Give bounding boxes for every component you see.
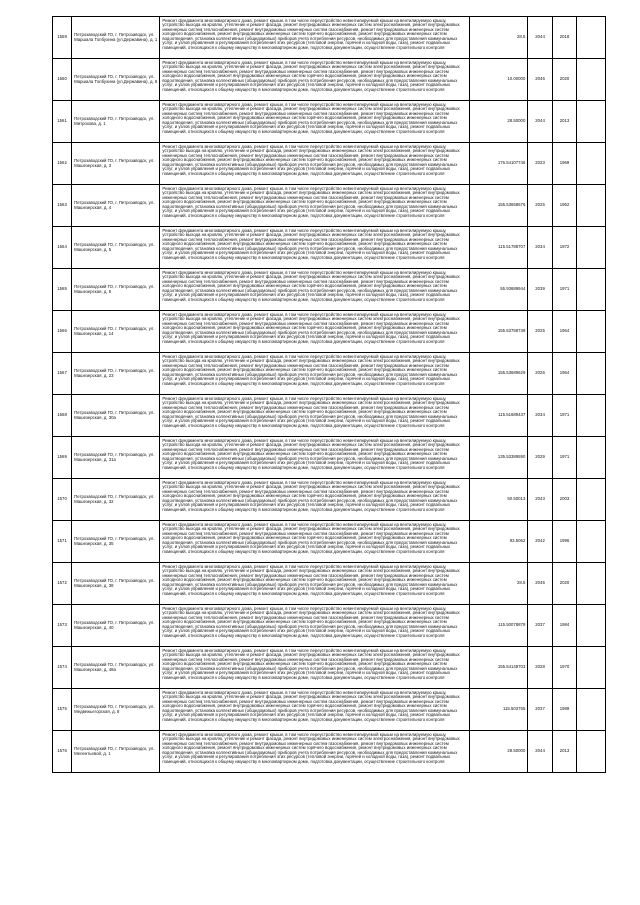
row-cost: 115.51689437 [469, 395, 527, 437]
table-row [53, 563, 606, 605]
row-empty-cell [577, 479, 606, 521]
row-year-start: 2037 [528, 605, 552, 647]
row-year-start: 2023 [528, 143, 552, 185]
row-cost: 155.53689629 [469, 353, 527, 395]
row-year-start: 2025 [528, 311, 552, 353]
row-number: 1560 [53, 59, 72, 101]
row-year-end: 1989 [552, 689, 576, 731]
row-empty-cell [577, 647, 606, 689]
row-cost: 28.50000 [469, 101, 527, 143]
capital-repair-register-table [52, 16, 606, 773]
row-year-start: 2046 [528, 59, 552, 101]
row-year-end: 1962 [552, 185, 576, 227]
row-works [160, 521, 469, 563]
row-works [160, 479, 469, 521]
table-row [53, 17, 606, 59]
register-body [53, 17, 606, 773]
row-year-start: 2034 [528, 395, 552, 437]
row-address: Петрозаводский ГО, г. Петрозаводск, ул. Машезерская, д. 30а [72, 395, 160, 437]
row-year-start: 2039 [528, 269, 552, 311]
row-works [160, 563, 469, 605]
row-address: Петрозаводский ГО, г. Петрозаводск, ул. Машезерская, д. 38 [72, 563, 160, 605]
row-address: Петрозаводский ГО, г. Петрозаводск, ул. Машезерская, д. 14 [72, 311, 160, 353]
row-works-text: Ремонт фундамента многоквартирного дома, ремонт крыши, в том числе переустройство невентилируемой крыши на вентилируемую крышу, устройство выхода на кровлю, утепление и ремонт фасада, ремонт внутридомовых инженерных систем электроснабжения, ремонт внутридомовых инженерных систем теплоснабжения, ремонт внутридомовых инженерных систем газоснабжения, ремонт внутридомовых инженерных систем холодного водоснабжения, ремонт внутридомовых инженерных систем горячего водоснабжения, ремонт внутридомовых инженерных систем водоотведения, установка коллективных (общедомовых) приборов учета потребления ресурсов, необходимых для предоставления коммунальных услуг, и узлов управления и регулирования потребления этих ресурсов (тепловой энергии, горячей и холодной воды, газа), ремонт подвальных помещений, относящихся к общему имуществу в многоквартирном доме, подготовка документации, осуществление строительного контроля [162, 647, 460, 681]
table-row [53, 605, 606, 647]
row-works-text: Ремонт фундамента многоквартирного дома, ремонт крыши, в том числе переустройство невентилируемой крыши на вентилируемую крышу, устройство выхода на кровлю, утепление и ремонт фасада, ремонт внутридомовых инженерных систем электроснабжения, ремонт внутридомовых инженерных систем теплоснабжения, ремонт внутридомовых инженерных систем газоснабжения, ремонт внутридомовых инженерных систем холодного водоснабжения, ремонт внутридомовых инженерных систем горячего водоснабжения, ремонт внутридомовых инженерных систем водоотведения, установка коллективных (общедомовых) приборов учета потребления ресурсов, необходимых для предоставления коммунальных услуг, и узлов управления и регулирования потребления этих ресурсов (тепловой энергии, горячей и холодной воды, газа), ремонт подвальных помещений, относящихся к общему имуществу в многоквартирном доме, подготовка документации, осуществление строительного контроля [162, 143, 460, 177]
row-address: Петрозаводский ГО, г. Петрозаводск, ул. Машезерская, д. 40 [72, 605, 160, 647]
row-number: 1575 [53, 689, 72, 731]
row-address: Петрозаводский ГО, г. Петрозаводск, ул. Митрохова, д. 1 [72, 101, 160, 143]
row-year-end: 2018 [552, 17, 576, 59]
row-year-end: 2020 [552, 59, 576, 101]
row-works [160, 269, 469, 311]
row-works-text: Ремонт фундамента многоквартирного дома, ремонт крыши, в том числе переустройство невентилируемой крыши на вентилируемую крышу, устройство выхода на кровлю, утепление и ремонт фасада, ремонт внутридомовых инженерных систем электроснабжения, ремонт внутридомовых инженерных систем теплоснабжения, ремонт внутридомовых инженерных систем газоснабжения, ремонт внутридомовых инженерных систем холодного водоснабжения, ремонт внутридомовых инженерных систем горячего водоснабжения, ремонт внутридомовых инженерных систем водоотведения, установка коллективных (общедомовых) приборов учета потребления ресурсов, необходимых для предоставления коммунальных услуг, и узлов управления и регулирования потребления этих ресурсов (тепловой энергии, горячей и холодной воды, газа), ремонт подвальных помещений, относящихся к общему имуществу в многоквартирном доме, подготовка документации, осуществление строительного контроля [162, 101, 460, 135]
row-works-text: Ремонт фундамента многоквартирного дома, ремонт крыши, в том числе переустройство невентилируемой крыши на вентилируемую крышу, устройство выхода на кровлю, утепление и ремонт фасада, ремонт внутридомовых инженерных систем электроснабжения, ремонт внутридомовых инженерных систем теплоснабжения, ремонт внутридомовых инженерных систем газоснабжения, ремонт внутридомовых инженерных систем холодного водоснабжения, ремонт внутридомовых инженерных систем горячего водоснабжения, ремонт внутридомовых инженерных систем водоотведения, установка коллективных (общедомовых) приборов учета потребления ресурсов, необходимых для предоставления коммунальных услуг, и узлов управления и регулирования потребления этих ресурсов (тепловой энергии, горячей и холодной воды, газа), ремонт подвальных помещений, относящихся к общему имуществу в многоквартирном доме, подготовка документации, осуществление строительного контроля [162, 185, 460, 219]
row-address: Петрозаводский ГО, г. Петрозаводск, ул. Машезерская, д. 35 [72, 521, 160, 563]
table-row [53, 353, 606, 395]
row-empty-cell [577, 689, 606, 731]
row-year-end: 1971 [552, 269, 576, 311]
row-cost: 55.93689944 [469, 269, 527, 311]
table-row [53, 101, 606, 143]
row-address: Петрозаводский ГО, г. Петрозаводск, ул. Машезерская, д. 48а [72, 647, 160, 689]
row-address: Петрозаводский ГО, г. Петрозаводск, ул. Медвежьегорская, д. 8 [72, 689, 160, 731]
row-year-start: 2042 [528, 521, 552, 563]
row-empty-cell [577, 101, 606, 143]
row-cost: 28.5 [469, 563, 527, 605]
row-year-start: 2037 [528, 689, 552, 731]
row-works-text: Ремонт фундамента многоквартирного дома, ремонт крыши, в том числе переустройство невентилируемой крыши на вентилируемую крышу, устройство выхода на кровлю, утепление и ремонт фасада, ремонт внутридомовых инженерных систем электроснабжения, ремонт внутридомовых инженерных систем теплоснабжения, ремонт внутридомовых инженерных систем газоснабжения, ремонт внутридомовых инженерных систем холодного водоснабжения, ремонт внутридомовых инженерных систем горячего водоснабжения, ремонт внутридомовых инженерных систем водоотведения, установка коллективных (общедомовых) приборов учета потребления ресурсов, необходимых для предоставления коммунальных услуг, и узлов управления и регулирования потребления этих ресурсов (тепловой энергии, горячей и холодной воды, газа), ремонт подвальных помещений, относящихся к общему имуществу в многоквартирном доме, подготовка документации, осуществление строительного контроля [162, 605, 460, 639]
row-year-end: 1964 [552, 353, 576, 395]
row-cost: 28.5 [469, 17, 527, 59]
row-empty-cell [577, 143, 606, 185]
row-works [160, 143, 469, 185]
row-empty-cell [577, 311, 606, 353]
row-works [160, 689, 469, 731]
row-address: Петрозаводский ГО, г. Петрозаводск, ул. Мелентьевой, д. 1 [72, 731, 160, 773]
row-year-end: 2020 [552, 563, 576, 605]
row-number: 1570 [53, 479, 72, 521]
table-row [53, 59, 606, 101]
row-year-end: 2003 [552, 479, 576, 521]
row-works-text: Ремонт фундамента многоквартирного дома, ремонт крыши, в том числе переустройство невентилируемой крыши на вентилируемую крышу, устройство выхода на кровлю, утепление и ремонт фасада, ремонт внутридомовых инженерных систем электроснабжения, ремонт внутридомовых инженерных систем теплоснабжения, ремонт внутридомовых инженерных систем газоснабжения, ремонт внутридомовых инженерных систем холодного водоснабжения, ремонт внутридомовых инженерных систем горячего водоснабжения, ремонт внутридомовых инженерных систем водоотведения, установка коллективных (общедомовых) приборов учета потребления ресурсов, необходимых для предоставления коммунальных услуг, и узлов управления и регулирования потребления этих ресурсов (тепловой энергии, горячей и холодной воды, газа), ремонт подвальных помещений, относящихся к общему имуществу в многоквартирном доме, подготовка документации, осуществление строительного контроля [162, 563, 460, 597]
row-year-end: 1972 [552, 227, 576, 269]
row-year-end: 1970 [552, 647, 576, 689]
row-number: 1562 [53, 143, 72, 185]
row-year-start: 2044 [528, 17, 552, 59]
row-works [160, 731, 469, 773]
row-year-end: 1964 [552, 311, 576, 353]
row-works-text: Ремонт фундамента многоквартирного дома, ремонт крыши, в том числе переустройство невентилируемой крыши на вентилируемую крышу, устройство выхода на кровлю, утепление и ремонт фасада, ремонт внутридомовых инженерных систем электроснабжения, ремонт внутридомовых инженерных систем теплоснабжения, ремонт внутридомовых инженерных систем газоснабжения, ремонт внутридомовых инженерных систем холодного водоснабжения, ремонт внутридомовых инженерных систем горячего водоснабжения, ремонт внутридомовых инженерных систем водоотведения, установка коллективных (общедомовых) приборов учета потребления ресурсов, необходимых для предоставления коммунальных услуг, и узлов управления и регулирования потребления этих ресурсов (тепловой энергии, горячей и холодной воды, газа), ремонт подвальных помещений, относящихся к общему имуществу в многоквартирном доме, подготовка документации, осуществление строительного контроля [162, 689, 460, 723]
row-works-text: Ремонт фундамента многоквартирного дома, ремонт крыши, в том числе переустройство невентилируемой крыши на вентилируемую крышу, устройство выхода на кровлю, утепление и ремонт фасада, ремонт внутридомовых инженерных систем электроснабжения, ремонт внутридомовых инженерных систем теплоснабжения, ремонт внутридомовых инженерных систем газоснабжения, ремонт внутридомовых инженерных систем холодного водоснабжения, ремонт внутридомовых инженерных систем горячего водоснабжения, ремонт внутридомовых инженерных систем водоотведения, установка коллективных (общедомовых) приборов учета потребления ресурсов, необходимых для предоставления коммунальных услуг, и узлов управления и регулирования потребления этих ресурсов (тепловой энергии, горячей и холодной воды, газа), ремонт подвальных помещений, относящихся к общему имуществу в многоквартирном доме, подготовка документации, осуществление строительного контроля [162, 227, 460, 261]
row-number: 1566 [53, 311, 72, 353]
row-year-end: 2013 [552, 101, 576, 143]
table-row [53, 437, 606, 479]
row-works-text: Ремонт фундамента многоквартирного дома, ремонт крыши, в том числе переустройство невентилируемой крыши на вентилируемую крышу, устройство выхода на кровлю, утепление и ремонт фасада, ремонт внутридомовых инженерных систем электроснабжения, ремонт внутридомовых инженерных систем теплоснабжения, ремонт внутридомовых инженерных систем газоснабжения, ремонт внутридомовых инженерных систем холодного водоснабжения, ремонт внутридомовых инженерных систем горячего водоснабжения, ремонт внутридомовых инженерных систем водоотведения, установка коллективных (общедомовых) приборов учета потребления ресурсов, необходимых для предоставления коммунальных услуг, и узлов управления и регулирования потребления этих ресурсов (тепловой энергии, горячей и холодной воды, газа), ремонт подвальных помещений, относящихся к общему имуществу в многоквартирном доме, подготовка документации, осуществление строительного контроля [162, 269, 460, 303]
row-address: Петрозаводский ГО, г. Петрозаводск, ул. Машезерская, д. 6 [72, 269, 160, 311]
row-number: 1574 [53, 647, 72, 689]
row-cost: 50.50013 [469, 479, 527, 521]
row-year-start: 2025 [528, 185, 552, 227]
row-address: Петрозаводский ГО, г. Петрозаводск, ул. Маршала Толбухина (ул.Державина), д. 6 [72, 59, 160, 101]
row-year-end: 2013 [552, 731, 576, 773]
row-empty-cell [577, 395, 606, 437]
row-number: 1573 [53, 605, 72, 647]
row-cost: 176.54107746 [469, 143, 527, 185]
row-empty-cell [577, 731, 606, 773]
row-number: 1576 [53, 731, 72, 773]
row-address: Петрозаводский ГО, г. Петрозаводск, ул. Маршала Толбухина (ул.Державина), д. 1 [72, 17, 160, 59]
row-empty-cell [577, 17, 606, 59]
row-cost: 155.54149703 [469, 647, 527, 689]
table-row [53, 647, 606, 689]
row-cost: 93.5062 [469, 521, 527, 563]
row-year-start: 2034 [528, 227, 552, 269]
row-address: Петрозаводский ГО, г. Петрозаводск, ул. Машезерская, д. 23 [72, 353, 160, 395]
row-cost: 155.53758738 [469, 311, 527, 353]
row-number: 1569 [53, 437, 72, 479]
row-empty-cell [577, 59, 606, 101]
row-works [160, 101, 469, 143]
row-empty-cell [577, 521, 606, 563]
row-number: 1563 [53, 185, 72, 227]
row-number: 1564 [53, 227, 72, 269]
row-year-start: 2026 [528, 353, 552, 395]
row-address: Петрозаводский ГО, г. Петрозаводск, ул. Машезерская, д. 31а [72, 437, 160, 479]
row-year-start: 2028 [528, 647, 552, 689]
table-row [53, 311, 606, 353]
row-number: 1565 [53, 269, 72, 311]
table-row [53, 185, 606, 227]
row-year-start: 2043 [528, 479, 552, 521]
row-cost: 115.50078879 [469, 605, 527, 647]
row-number: 1567 [53, 353, 72, 395]
row-year-start: 2044 [528, 101, 552, 143]
row-year-end: 1971 [552, 437, 576, 479]
row-year-end: 1969 [552, 143, 576, 185]
row-works [160, 647, 469, 689]
row-year-end: 1971 [552, 395, 576, 437]
row-works [160, 185, 469, 227]
table-row [53, 479, 606, 521]
row-number: 1571 [53, 521, 72, 563]
row-year-end: 1984 [552, 605, 576, 647]
table-row [53, 731, 606, 773]
row-empty-cell [577, 563, 606, 605]
row-address: Петрозаводский ГО, г. Петрозаводск, ул. Машезерская, д. 3 [72, 143, 160, 185]
row-cost: 115.51788707 [469, 227, 527, 269]
row-works-text: Ремонт фундамента многоквартирного дома, ремонт крыши, в том числе переустройство невентилируемой крыши на вентилируемую крышу, устройство выхода на кровлю, утепление и ремонт фасада, ремонт внутридомовых инженерных систем электроснабжения, ремонт внутридомовых инженерных систем теплоснабжения, ремонт внутридомовых инженерных систем газоснабжения, ремонт внутридомовых инженерных систем холодного водоснабжения, ремонт внутридомовых инженерных систем горячего водоснабжения, ремонт внутридомовых инженерных систем водоотведения, установка коллективных (общедомовых) приборов учета потребления ресурсов, необходимых для предоставления коммунальных услуг, и узлов управления и регулирования потребления этих ресурсов (тепловой энергии, горячей и холодной воды, газа), ремонт подвальных помещений, относящихся к общему имуществу в многоквартирном доме, подготовка документации, осуществление строительного контроля [162, 59, 460, 93]
row-cost: 28.50000 [469, 731, 527, 773]
row-works [160, 311, 469, 353]
row-works-text: Ремонт фундамента многоквартирного дома, ремонт крыши, в том числе переустройство невентилируемой крыши на вентилируемую крышу, устройство выхода на кровлю, утепление и ремонт фасада, ремонт внутридомовых инженерных систем электроснабжения, ремонт внутридомовых инженерных систем теплоснабжения, ремонт внутридомовых инженерных систем газоснабжения, ремонт внутридомовых инженерных систем холодного водоснабжения, ремонт внутридомовых инженерных систем горячего водоснабжения, ремонт внутридомовых инженерных систем водоотведения, установка коллективных (общедомовых) приборов учета потребления ресурсов, необходимых для предоставления коммунальных услуг, и узлов управления и регулирования потребления этих ресурсов (тепловой энергии, горячей и холодной воды, газа), ремонт подвальных помещений, относящихся к общему имуществу в многоквартирном доме, подготовка документации, осуществление строительного контроля [162, 521, 460, 555]
row-number: 1568 [53, 395, 72, 437]
row-year-start: 2029 [528, 437, 552, 479]
row-empty-cell [577, 353, 606, 395]
row-works [160, 395, 469, 437]
row-cost: 135.53389590 [469, 437, 527, 479]
row-works [160, 605, 469, 647]
row-works-text: Ремонт фундамента многоквартирного дома, ремонт крыши, в том числе переустройство невентилируемой крыши на вентилируемую крышу, устройство выхода на кровлю, утепление и ремонт фасада, ремонт внутридомовых инженерных систем электроснабжения, ремонт внутридомовых инженерных систем теплоснабжения, ремонт внутридомовых инженерных систем газоснабжения, ремонт внутридомовых инженерных систем холодного водоснабжения, ремонт внутридомовых инженерных систем горячего водоснабжения, ремонт внутридомовых инженерных систем водоотведения, установка коллективных (общедомовых) приборов учета потребления ресурсов, необходимых для предоставления коммунальных услуг, и узлов управления и регулирования потребления этих ресурсов (тепловой энергии, горячей и холодной воды, газа), ремонт подвальных помещений, относящихся к общему имуществу в многоквартирном доме, подготовка документации, осуществление строительного контроля [162, 353, 460, 387]
row-works [160, 227, 469, 269]
row-works [160, 437, 469, 479]
row-address: Петрозаводский ГО, г. Петрозаводск, ул. Машезерская, д. 32 [72, 479, 160, 521]
row-works-text: Ремонт фундамента многоквартирного дома, ремонт крыши, в том числе переустройство невентилируемой крыши на вентилируемую крышу, устройство выхода на кровлю, утепление и ремонт фасада, ремонт внутридомовых инженерных систем электроснабжения, ремонт внутридомовых инженерных систем теплоснабжения, ремонт внутридомовых инженерных систем газоснабжения, ремонт внутридомовых инженерных систем холодного водоснабжения, ремонт внутридомовых инженерных систем горячего водоснабжения, ремонт внутридомовых инженерных систем водоотведения, установка коллективных (общедомовых) приборов учета потребления ресурсов, необходимых для предоставления коммунальных услуг, и узлов управления и регулирования потребления этих ресурсов (тепловой энергии, горячей и холодной воды, газа), ремонт подвальных помещений, относящихся к общему имуществу в многоквартирном доме, подготовка документации, осуществление строительного контроля [162, 395, 460, 429]
row-year-end: 1996 [552, 521, 576, 563]
row-empty-cell [577, 605, 606, 647]
row-cost: 10.00000 [469, 59, 527, 101]
row-works-text: Ремонт фундамента многоквартирного дома, ремонт крыши, в том числе переустройство невентилируемой крыши на вентилируемую крышу, устройство выхода на кровлю, утепление и ремонт фасада, ремонт внутридомовых инженерных систем электроснабжения, ремонт внутридомовых инженерных систем теплоснабжения, ремонт внутридомовых инженерных систем газоснабжения, ремонт внутридомовых инженерных систем холодного водоснабжения, ремонт внутридомовых инженерных систем горячего водоснабжения, ремонт внутридомовых инженерных систем водоотведения, установка коллективных (общедомовых) приборов учета потребления ресурсов, необходимых для предоставления коммунальных услуг, и узлов управления и регулирования потребления этих ресурсов (тепловой энергии, горячей и холодной воды, газа), ремонт подвальных помещений, относящихся к общему имуществу в многоквартирном доме, подготовка документации, осуществление строительного контроля [162, 437, 460, 471]
table-row [53, 689, 606, 731]
row-cost: 155.53658676 [469, 185, 527, 227]
table-row [53, 143, 606, 185]
row-address: Петрозаводский ГО, г. Петрозаводск, ул. Машезерская, д. 4 [72, 185, 160, 227]
row-number: 1572 [53, 563, 72, 605]
row-works-text: Ремонт фундамента многоквартирного дома, ремонт крыши, в том числе переустройство невентилируемой крыши на вентилируемую крышу, устройство выхода на кровлю, утепление и ремонт фасада, ремонт внутридомовых инженерных систем электроснабжения, ремонт внутридомовых инженерных систем теплоснабжения, ремонт внутридомовых инженерных систем газоснабжения, ремонт внутридомовых инженерных систем холодного водоснабжения, ремонт внутридомовых инженерных систем горячего водоснабжения, ремонт внутридомовых инженерных систем водоотведения, установка коллективных (общедомовых) приборов учета потребления ресурсов, необходимых для предоставления коммунальных услуг, и узлов управления и регулирования потребления этих ресурсов (тепловой энергии, горячей и холодной воды, газа), ремонт подвальных помещений, относящихся к общему имуществу в многоквартирном доме, подготовка документации, осуществление строительного контроля [162, 17, 460, 51]
table-row [53, 227, 606, 269]
row-number: 1561 [53, 101, 72, 143]
row-year-start: 2045 [528, 563, 552, 605]
row-empty-cell [577, 185, 606, 227]
row-year-start: 2044 [528, 731, 552, 773]
row-empty-cell [577, 227, 606, 269]
row-empty-cell [577, 269, 606, 311]
row-works [160, 353, 469, 395]
row-works-text: Ремонт фундамента многоквартирного дома, ремонт крыши, в том числе переустройство невентилируемой крыши на вентилируемую крышу, устройство выхода на кровлю, утепление и ремонт фасада, ремонт внутридомовых инженерных систем электроснабжения, ремонт внутридомовых инженерных систем теплоснабжения, ремонт внутридомовых инженерных систем газоснабжения, ремонт внутридомовых инженерных систем холодного водоснабжения, ремонт внутридомовых инженерных систем горячего водоснабжения, ремонт внутридомовых инженерных систем водоотведения, установка коллективных (общедомовых) приборов учета потребления ресурсов, необходимых для предоставления коммунальных услуг, и узлов управления и регулирования потребления этих ресурсов (тепловой энергии, горячей и холодной воды, газа), ремонт подвальных помещений, относящихся к общему имуществу в многоквартирном доме, подготовка документации, осуществление строительного контроля [162, 731, 460, 765]
row-works [160, 17, 469, 59]
row-address: Петрозаводский ГО, г. Петрозаводск, ул. Машезерская, д. 5 [72, 227, 160, 269]
table-row [53, 395, 606, 437]
row-cost: 115.503755 [469, 689, 527, 731]
row-number: 1559 [53, 17, 72, 59]
table-row [53, 269, 606, 311]
row-works [160, 59, 469, 101]
table-row [53, 521, 606, 563]
row-empty-cell [577, 437, 606, 479]
row-works-text: Ремонт фундамента многоквартирного дома, ремонт крыши, в том числе переустройство невентилируемой крыши на вентилируемую крышу, устройство выхода на кровлю, утепление и ремонт фасада, ремонт внутридомовых инженерных систем электроснабжения, ремонт внутридомовых инженерных систем теплоснабжения, ремонт внутридомовых инженерных систем газоснабжения, ремонт внутридомовых инженерных систем холодного водоснабжения, ремонт внутридомовых инженерных систем горячего водоснабжения, ремонт внутридомовых инженерных систем водоотведения, установка коллективных (общедомовых) приборов учета потребления ресурсов, необходимых для предоставления коммунальных услуг, и узлов управления и регулирования потребления этих ресурсов (тепловой энергии, горячей и холодной воды, газа), ремонт подвальных помещений, относящихся к общему имуществу в многоквартирном доме, подготовка документации, осуществление строительного контроля [162, 311, 460, 345]
row-works-text: Ремонт фундамента многоквартирного дома, ремонт крыши, в том числе переустройство невентилируемой крыши на вентилируемую крышу, устройство выхода на кровлю, утепление и ремонт фасада, ремонт внутридомовых инженерных систем электроснабжения, ремонт внутридомовых инженерных систем теплоснабжения, ремонт внутридомовых инженерных систем газоснабжения, ремонт внутридомовых инженерных систем холодного водоснабжения, ремонт внутридомовых инженерных систем горячего водоснабжения, ремонт внутридомовых инженерных систем водоотведения, установка коллективных (общедомовых) приборов учета потребления ресурсов, необходимых для предоставления коммунальных услуг, и узлов управления и регулирования потребления этих ресурсов (тепловой энергии, горячей и холодной воды, газа), ремонт подвальных помещений, относящихся к общему имуществу в многоквартирном доме, подготовка документации, осуществление строительного контроля [162, 479, 460, 513]
